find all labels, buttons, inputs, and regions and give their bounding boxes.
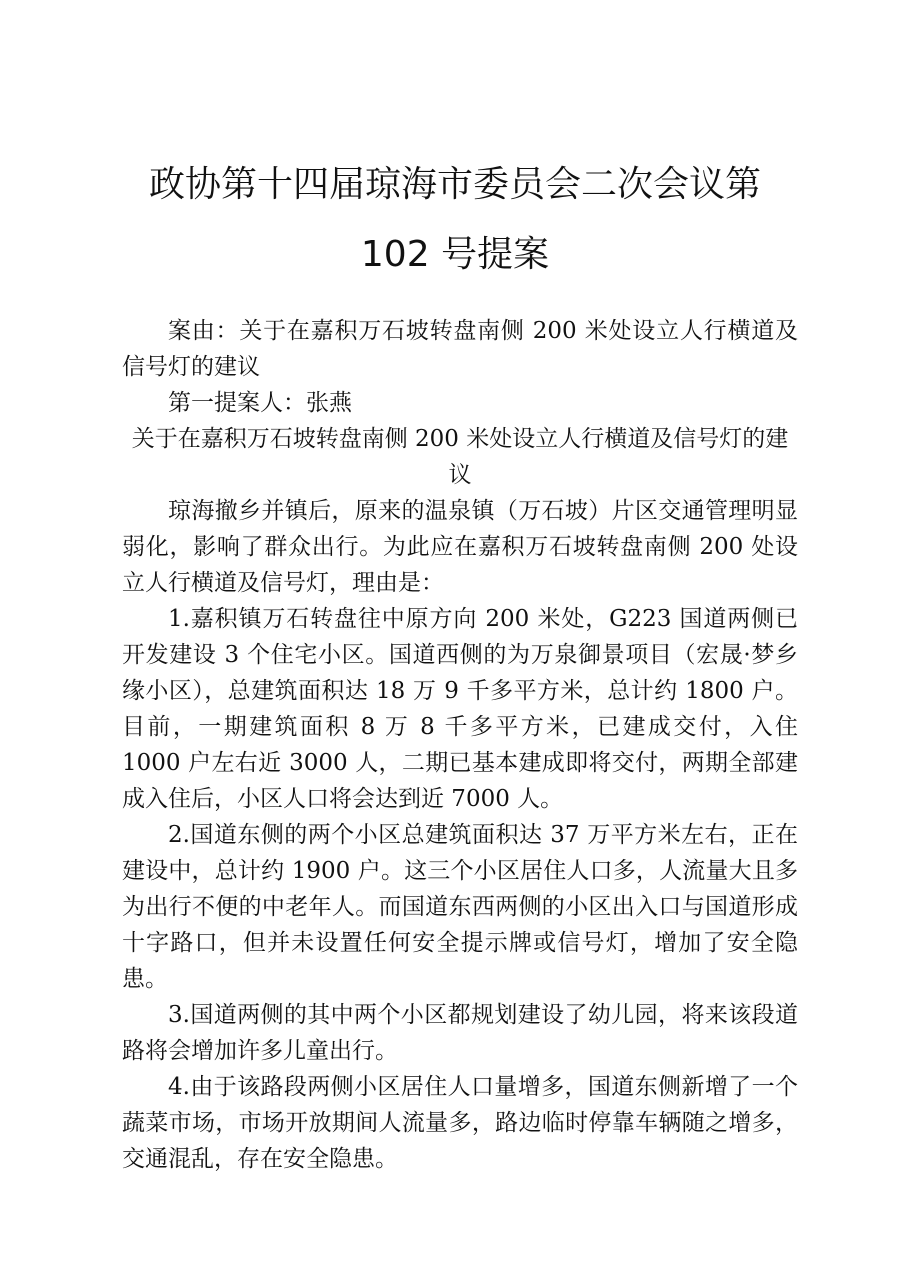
proposal-subheading: 关于在嘉积万石坡转盘南侧 200 米处设立人行横道及信号灯的建议 [131,426,789,488]
paragraph-reason-2: 2.国道东侧的两个小区总建筑面积达 37 万平方米左右，正在建设中，总计约 1900 户。这三个小区居住人口多，人流量大且多为出行不便的中老年人。而国道东西两侧的小区出入口与国道形成十字路口，但并未设置任何安全提示牌或信号灯，增加了安全隐患。 [122,822,798,992]
proposer-line: 第一提案人：张燕 [168,390,352,416]
reason-line: 案由：关于在嘉积万石坡转盘南侧 200 米处设立人行横道及信号灯的建议 [122,318,798,380]
paragraph-intro: 琼海撤乡并镇后，原来的温泉镇（万石坡）片区交通管理明显弱化，影响了群众出行。为此应在嘉积万石坡转盘南侧 200 处设立人行横道及信号灯，理由是： [122,498,798,596]
document-title: 政协第十四届琼海市委员会二次会议第 102 号提案 [148,164,761,275]
document-body [122,313,798,1177]
paragraph-reason-3: 3.国道两侧的其中两个小区都规划建设了幼儿园，将来该段道路将会增加许多儿童出行。 [122,1002,798,1064]
paragraph-reason-4: 4.由于该路段两侧小区居住人口量增多，国道东侧新增了一个蔬菜市场，市场开放期间人流量多，路边临时停靠车辆随之增多，交通混乱，存在安全隐患。 [122,1074,798,1172]
paragraph-reason-1: 1.嘉积镇万石转盘往中原方向 200 米处，G223 国道两侧已开发建设 3 个住宅小区。国道西侧的为万泉御景项目（宏晟·梦乡缘小区），总建筑面积达 18 万 9 千多平方米，总计约 1800 户。目前，一期建筑面积 8 万 8 千多平方米，已建成交付，入住 1000 户左右近 3000 人，二期已基本建成即将交付，两期全部建成入住后，小区人口将会达到近 7000 人。 [122,606,798,812]
